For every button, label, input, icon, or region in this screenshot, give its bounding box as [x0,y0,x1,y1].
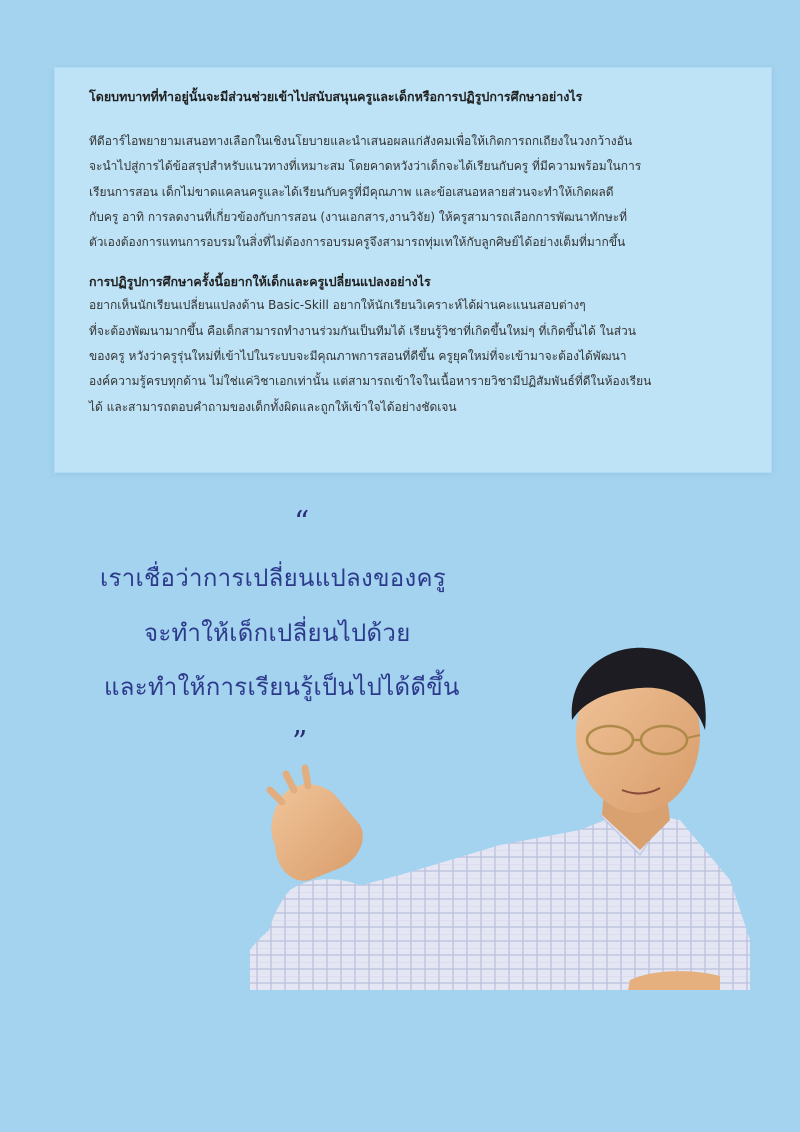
pull-quote-line-2: จะทำให้เด็กเปลี่ยนไปด้วย [144,619,411,647]
speaker-portrait-image [250,640,750,990]
section-heading-2: การปฏิรูปการศึกษาครั้งนี้อยากให้เด็กและครูเปลี่ยนแปลงอย่างไร [89,274,431,290]
pull-quote-line-3: และทำให้การเรียนรู้เป็นไปได้ดีขึ้น [104,673,460,701]
paragraph-1 [89,129,747,255]
paragraph-line: กับครู อาทิ การลดงานที่เกี่ยวข้องกับการสอน (งานเอกสาร,งานวิจัย) ให้ครูสามารถเลือกการพัฒนาทักษะที่ [89,209,628,224]
paragraph-line: ตัวเองต้องการแทนการอบรมในสิ่งที่ไม่ต้องการอบรมครูจึงสามารถทุ่มเทให้กับลูกศิษย์ได้อย่างเต็มที่มากขึ้น [89,235,626,250]
section-heading-1: โดยบทบาทที่ทำอยู่นั้นจะมีส่วนช่วยเข้าไปสนับสนุนครูและเด็กหรือการปฏิรูปการศึกษาอย่างไร [89,89,583,104]
paragraph-line: องค์ความรู้ครบทุกด้าน ไม่ใช่แค่วิชาเอกเท่านั้น แต่สามารถเข้าใจในเนื้อหารายวิชามีปฏิสัมพันธ์ที่ดีในห้องเรียน [89,374,652,389]
open-quote-mark: “ [294,505,310,540]
paragraph-2 [89,293,747,419]
paragraph-line: ได้ และสามารถตอบคำถามของเด็กทั้งผิดและถูกให้เข้าใจได้อย่างชัดเจน [89,399,457,414]
paragraph-line: ของครู หวังว่าครูรุ่นใหม่ที่เข้าไปในระบบจะมีคุณภาพการสอนที่ดีขึ้น ครูยุคใหม่ที่จะเข้ามาจะต้องได้พัฒนา [89,349,627,364]
pull-quote-line-1: เราเชื่อว่าการเปลี่ยนแปลงของครู [100,564,447,592]
paragraph-line: ที่จะต้องพัฒนามากขึ้น คือเด็กสามารถทำงานร่วมกันเป็นทีมได้ เรียนรู้วิชาที่เกิดขึ้นใหม่ๆ ที่เกิดขึ้นได้ ในส่วน [89,323,636,338]
paragraph-line: จะนำไปสู่การได้ข้อสรุปสำหรับแนวทางที่เหมาะสม โดยคาดหวังว่าเด็กจะได้เรียนกับครู ที่มีความพร้อมในการ [89,159,642,174]
paragraph-line: เรียนการสอน เด็กไม่ขาดแคลนครูและได้เรียนกับครูที่มีคุณภาพ และข้อเสนอหลายส่วนจะทำให้เกิดผลดี [89,184,614,199]
paragraph-line: อยากเห็นนักเรียนเปลี่ยนแปลงด้าน Basic-Skill อยากให้นักเรียนวิเคราะห์ได้ผ่านคะแนนสอบต่างๆ [89,298,586,313]
paragraph-line: ทีดีอาร์ไอพยายามเสนอทางเลือกในเชิงนโยบายและนำเสนอผลแก่สังคมเพื่อให้เกิดการถกเถียงในวงกว้างอัน [89,134,633,148]
article-text-box [55,68,771,472]
close-quote-mark: ” [292,725,308,760]
